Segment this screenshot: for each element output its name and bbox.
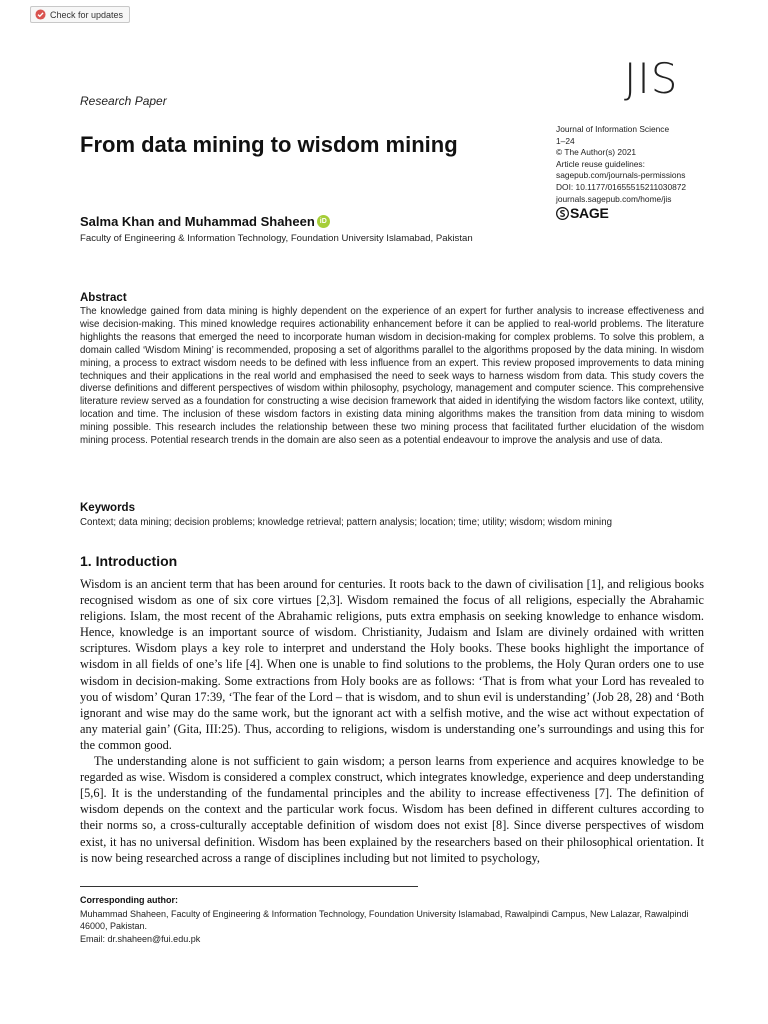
- meta-permissions-link[interactable]: sagepub.com/journals-permissions: [556, 170, 686, 181]
- sage-logo-icon: [556, 207, 569, 220]
- affiliation: Faculty of Engineering & Information Technology, Foundation University Islamabad, Pakistan: [80, 233, 473, 244]
- journal-logo: JIS: [624, 54, 679, 103]
- keywords-list: Context; data mining; decision problems; knowledge retrieval; pattern analysis; location; time; utility; wisdom; wisdom mining: [80, 517, 612, 528]
- meta-reuse-label: Article reuse guidelines:: [556, 158, 645, 169]
- publisher-logo-text: SAGE: [570, 205, 609, 221]
- introduction-body: [80, 576, 704, 866]
- check-updates-icon: [35, 9, 46, 20]
- paper-title: From data mining to wisdom mining: [80, 132, 458, 157]
- abstract-text: The knowledge gained from data mining is highly dependent on the experience of an expert for further analysis to increase effectiveness and wise decision-making. This mined knowledge requires actionability enhancement before it can be applied to real-world problems. The literature highlights the reasons that emerged the need to incorporate human wisdom in decision-making for complex problems. To solve this problem, a domain called ‘Wisdom Mining’ is recommended, proposing a set of algorithms parallel to the algorithms proposed by the data mining. In wisdom mining, a process to extract wisdom needs to be defined with less influence from an expert. This review proposed improvements to data mining techniques and their applications in the real world and emphasised the need to seek ways to harness wisdom from data. This study covers the diverse definitions and different perspectives of wisdom within philosophy, psychology, management and computer science. This comprehensive literature review served as a foundation for constructing a wise decision framework that aided in identifying the wisdom factors like context, utility, location and time. The inclusion of these wisdom factors in existing data mining algorithms makes the transition from data mining to wisdom mining possible. This research includes the relationship between these two mining process that facilitated further elucidation of the wisdom mining process. Potential research trends in the domain are also seen as a potential endeavour to improve the analysis and use of data.: [80, 306, 704, 447]
- publisher-logo: [556, 205, 608, 221]
- abstract-heading: Abstract: [80, 292, 127, 304]
- meta-copyright: © The Author(s) 2021: [556, 147, 637, 158]
- author-names: Salma Khan and Muhammad Shaheen: [80, 214, 315, 229]
- corresponding-author-details: [80, 908, 710, 945]
- authors: [80, 214, 330, 229]
- meta-pages: 1–24: [556, 135, 575, 146]
- corresponding-author-heading: Corresponding author:: [80, 895, 178, 905]
- orcid-icon[interactable]: iD: [317, 215, 330, 228]
- journal-metadata: [556, 124, 756, 205]
- meta-journal-name: Journal of Information Science: [556, 124, 670, 134]
- corresponding-email[interactable]: Email: dr.shaheen@fui.edu.pk: [80, 933, 201, 944]
- intro-paragraph-2: The understanding alone is not sufficient to gain wisdom; a person learns from experience and acquires knowledge to be regarded as wise. Wisdom is considered a complex construct, which integrates knowledge, experience and deep understanding [5,6]. It is the understanding of the fundamental principles and the ability to increase effectiveness [7]. The definition of wisdom depends on the context and the particular work focus. Wisdom has been defined in different cultures according to their norms so, a cross-culturally acceptable definition of wisdom does not exist [8]. Since diverse perspectives of wisdom exist, it has no universal definition. Wisdom has been explained by the researchers based on their philosophical orientation. It is now being researched across a range of disciplines including but not limited to psychology,: [80, 754, 704, 865]
- intro-paragraph-1: Wisdom is an ancient term that has been around for centuries. It roots back to the dawn of civilisation [1], and religious books recognised wisdom as one of six core virtues [2,3]. Wisdom remained the focus of all religions, especially the Abrahamic religions. Islam, the most recent of the Abrahamic religions, puts extra emphasis on seeking knowledge to enhance wisdom. Hence, knowledge is an important source of wisdom. Christianity, Judaism and Islam are divinely ordained with written scriptures. Wisdom plays a key role to interpret and understand the Holy books. These books highlight the importance of wisdom in all fields of one’s life [4]. When one is unable to find solutions to the problems, the Holy Quran orders one to use wisdom in decision-making. Some extractions from Holy books are as follows: ‘That is from what your Lord has revealed to you of wisdom’ Quran 17:39, ‘The fear of the Lord – that is wisdom, and to shun evil is understanding’ (Job 28, 28) and ‘Both ignorant and wise may do the same work, but the ignorant act with a selfish motive, and the wise act without expectation of any material gain’ (Gita, III:25). Thus, according to religions, wisdom is understanding one’s surroundings and using this for the common good.: [80, 577, 704, 752]
- introduction-heading: 1. Introduction: [80, 553, 178, 569]
- meta-doi[interactable]: DOI: 10.1177/01655515211030872: [556, 181, 687, 192]
- check-for-updates-label: Check for updates: [50, 9, 124, 20]
- check-for-updates-button[interactable]: [30, 6, 130, 23]
- keywords-heading: Keywords: [80, 502, 135, 514]
- meta-journal-link[interactable]: journals.sagepub.com/home/jis: [556, 193, 672, 204]
- corresponding-address-line-2: 46000, Pakistan.: [80, 921, 148, 932]
- corresponding-address-line-1: Muhammad Shaheen, Faculty of Engineering & Information Technology, Foundation University Islamabad, Rawalpindi Campus, New Lalazar, Rawalpindi: [80, 909, 689, 919]
- paper-type: Research Paper: [80, 94, 167, 108]
- footnote-divider: [80, 886, 418, 887]
